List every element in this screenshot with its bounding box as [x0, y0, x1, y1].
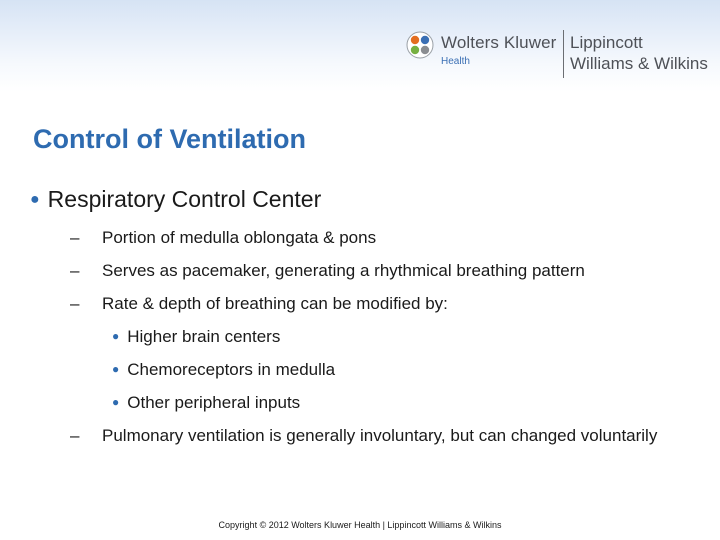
subitem — [70, 228, 700, 248]
logo-lww-text — [570, 32, 708, 74]
logo-lww-line1: Lippincott — [570, 33, 643, 52]
subitem-text: Pulmonary ventilation is generally involuntary, but can changed voluntarily — [102, 426, 658, 445]
logo-divider — [563, 30, 564, 78]
dash-icon: – — [70, 426, 80, 445]
subsubitem-text: Chemoreceptors in medulla — [127, 360, 336, 379]
logo-health-text: Health — [441, 56, 470, 67]
subitem-text: Rate & depth of breathing can be modified by: — [102, 294, 448, 313]
bullet-dot-icon: ● — [112, 362, 120, 376]
bullet-respiratory-control-center — [30, 186, 321, 213]
subsubitem — [112, 327, 280, 348]
subitem-text: Serves as pacemaker, generating a rhythmical breathing pattern — [102, 261, 585, 280]
bullet-dot-icon: ● — [112, 395, 120, 409]
bullet-text: Respiratory Control Center — [47, 186, 322, 212]
subitem-text: Portion of medulla oblongata & pons — [102, 228, 377, 247]
bullet-dot-icon: ● — [30, 191, 40, 208]
logo-lww-line2: Williams & Wilkins — [570, 54, 708, 73]
subsubitem-text: Other peripheral inputs — [127, 393, 301, 412]
logo-wolters-kluwer-text: Wolters Kluwer — [441, 33, 557, 52]
slide-title: Control of Ventilation — [33, 124, 306, 154]
subsubitem-text: Higher brain centers — [127, 327, 281, 346]
dash-icon: – — [70, 261, 80, 280]
subsubitem — [112, 360, 335, 381]
dash-icon: – — [70, 228, 80, 247]
wolters-kluwer-logo-icon — [405, 30, 435, 60]
dash-icon: – — [70, 294, 80, 313]
bullet-dot-icon: ● — [112, 329, 120, 343]
subsubitem — [112, 393, 300, 414]
subitem — [70, 426, 700, 446]
subitem — [70, 261, 700, 281]
subitem — [70, 294, 700, 314]
copyright-footer: Copyright © 2012 Wolters Kluwer Health | Lippincott Williams & Wilkins — [218, 520, 502, 530]
publisher-logo — [405, 26, 717, 82]
